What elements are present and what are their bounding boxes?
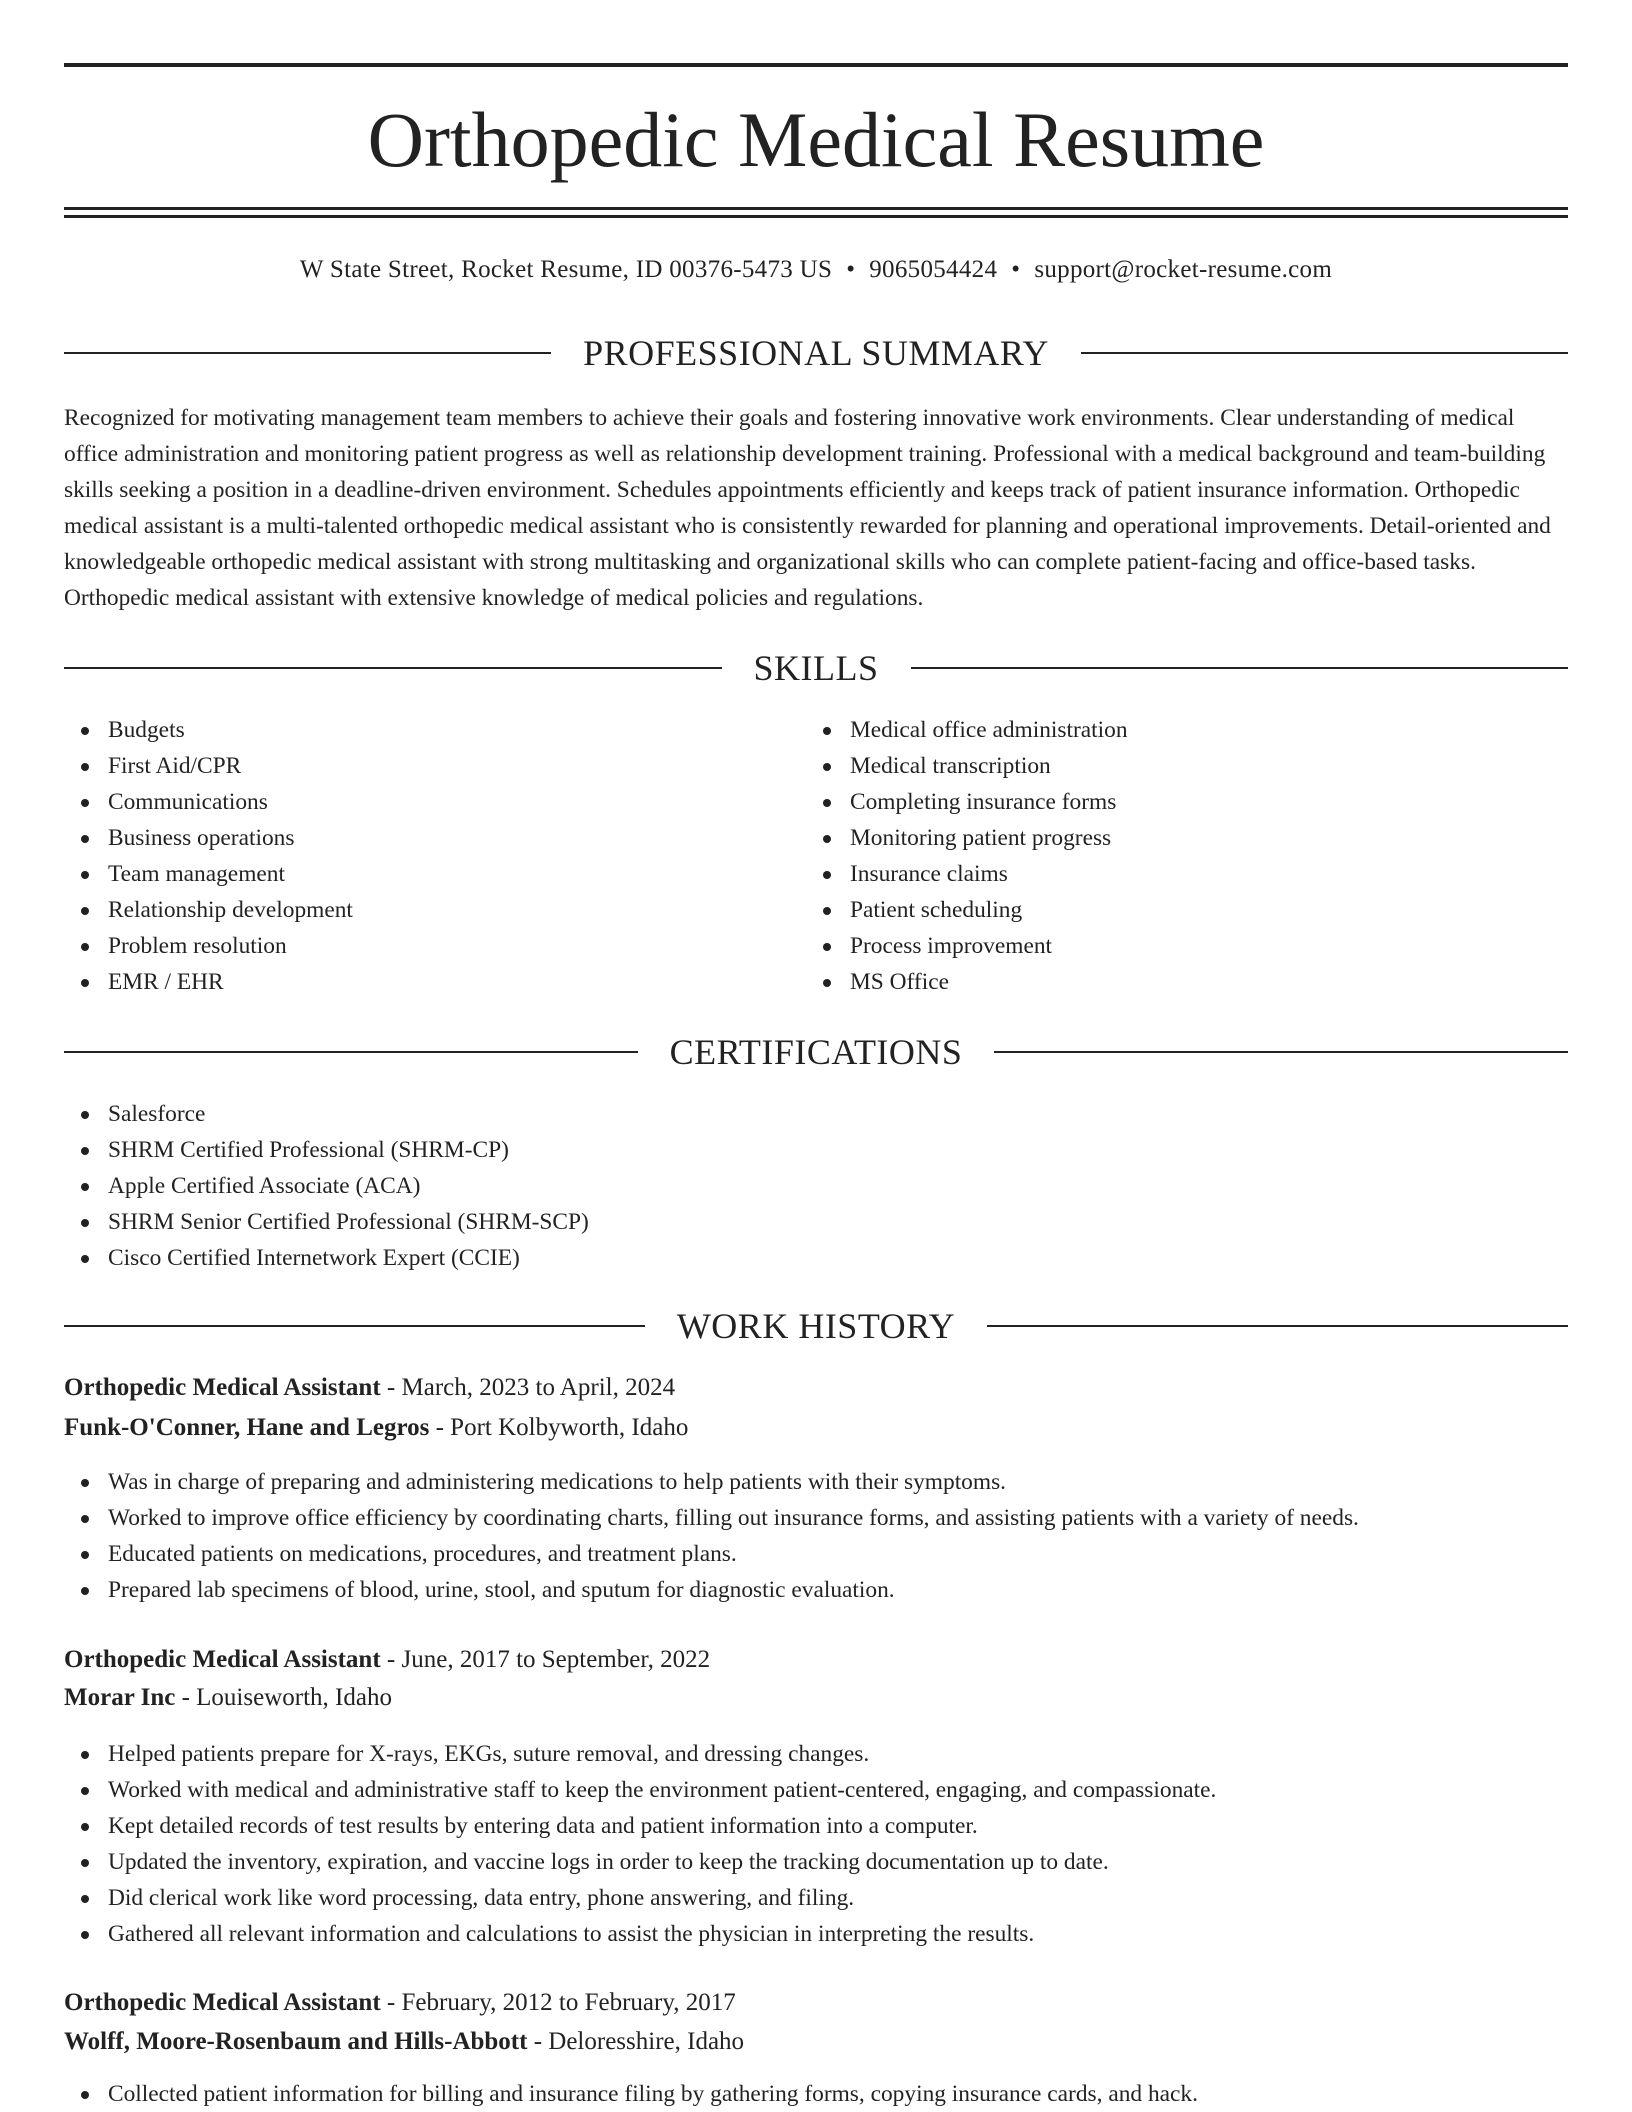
skill-item: Patient scheduling [806,892,1566,928]
section-heading-work-history [64,1304,1568,1348]
job-duty-item: Collected patient information for billing and insurance filing by gathering forms, copying insurance cards, and hack. [64,2076,1568,2112]
job-duty-item: Was in charge of preparing and administering medications to help patients with their symptoms. [64,1464,1568,1500]
skill-item: Communications [64,784,804,820]
certification-item: Cisco Certified Internetwork Expert (CCIE) [64,1240,1568,1276]
section-title: SKILLS [753,648,879,688]
job-company: Morar Inc [64,1684,176,1711]
certifications-list [64,1096,1568,1276]
skill-item: Business operations [64,820,804,856]
skill-item: Completing insurance forms [806,784,1566,820]
section-heading-skills [64,646,1568,690]
contact-email: support@rocket-resume.com [1034,256,1333,283]
job-duty-item: Helped patients prepare for X-rays, EKGs, suture removal, and dressing changes. [64,1736,1568,1772]
contact-separator: • [1011,256,1021,283]
job-duties-list [64,1464,1568,1608]
skill-item: Monitoring patient progress [806,820,1566,856]
section-heading-certifications [64,1030,1568,1074]
job-duty-item: Prepared lab specimens of blood, urine, stool, and sputum for diagnostic evaluation. [64,1572,1568,1608]
job-role-line [64,1370,1568,1406]
skill-item: Insurance claims [806,856,1566,892]
skills-list-left [64,712,804,1000]
resume-title: Orthopedic Medical Resume [367,96,1265,183]
skill-item: Process improvement [806,928,1566,964]
job-duties-list [64,1736,1568,1952]
heading-rule [64,352,551,354]
section-heading-summary [64,331,1568,375]
job-location: - Louiseworth, Idaho [175,1684,392,1711]
job-dates: - February, 2012 to February, 2017 [380,1989,736,2016]
section-title: CERTIFICATIONS [669,1032,963,1072]
job-company-line [64,1680,1568,1716]
job-company: Funk-O'Conner, Hane and Legros [64,1414,430,1441]
heading-rule [64,1051,638,1053]
skill-item: Problem resolution [64,928,804,964]
contact-phone: 9065054424 [869,256,998,283]
job-duty-item: Educated patients on medications, procedures, and treatment plans. [64,1536,1568,1572]
skill-item: Medical transcription [806,748,1566,784]
skill-item: Relationship development [64,892,804,928]
certification-item: Salesforce [64,1096,1568,1132]
heading-rule [911,667,1569,669]
job-duty-item: Updated the inventory, expiration, and vaccine logs in order to keep the tracking documentation up to date. [64,1844,1568,1880]
summary-paragraph: Recognized for motivating management team members to achieve their goals and fostering innovative work environments. Clear understanding of medical office administration and monitoring patient progress as well as relationship development training. Professional with a medical background and team-building skills seeking a position in a deadline-driven environment. Schedules appointments efficiently and keeps track of patient insurance information. Orthopedic medical assistant is a multi-talented orthopedic medical assistant who is consistently rewarded for planning and operational improvements. Detail-oriented and knowledgeable orthopedic medical assistant with strong multitasking and organizational skills who can complete patient-facing and office-based tasks. Orthopedic medical assistant with extensive knowledge of medical policies and regulations. [64,405,1551,611]
certification-item: Apple Certified Associate (ACA) [64,1168,1568,1204]
certification-item: SHRM Certified Professional (SHRM-CP) [64,1132,1568,1168]
job-location: - Deloresshire, Idaho [527,2028,745,2055]
job-role: Orthopedic Medical Assistant [64,1646,381,1673]
job-company-line [64,2024,1568,2060]
title-double-rule-upper [64,207,1568,210]
job-duties-list [64,2076,1568,2112]
skill-item: Medical office administration [806,712,1566,748]
contact-address: W State Street, Rocket Resume, ID 00376-5473 US [299,256,833,283]
job-duty-item: Gathered all relevant information and calculations to assist the physician in interpreting the results. [64,1916,1568,1952]
skill-item: MS Office [806,964,1566,1000]
heading-rule [64,1325,645,1327]
title-double-rule-lower [64,215,1568,218]
skill-item: First Aid/CPR [64,748,804,784]
job-role-line [64,1985,1568,2021]
heading-rule [994,1051,1568,1053]
skills-list-right [806,712,1566,1000]
section-title: PROFESSIONAL SUMMARY [583,333,1049,373]
section-title: WORK HISTORY [676,1306,956,1346]
job-duty-item: Worked to improve office efficiency by coordinating charts, filling out insurance forms, and assisting patients with a variety of needs. [64,1500,1568,1536]
job-location: - Port Kolbyworth, Idaho [429,1414,689,1441]
contact-line [64,254,1568,286]
job-role: Orthopedic Medical Assistant [64,1989,381,2016]
certification-item: SHRM Senior Certified Professional (SHRM-SCP) [64,1204,1568,1240]
heading-rule [1081,352,1568,354]
job-duty-item: Did clerical work like word processing, data entry, phone answering, and filing. [64,1880,1568,1916]
job-role-line [64,1642,1568,1678]
heading-rule [64,667,722,669]
skill-item: EMR / EHR [64,964,804,1000]
job-company: Wolff, Moore-Rosenbaum and Hills-Abbott [64,2028,528,2055]
skill-item: Team management [64,856,804,892]
top-rule [64,63,1568,67]
heading-rule [987,1325,1568,1327]
job-company-line [64,1410,1568,1446]
contact-separator: • [846,256,856,283]
job-dates: - June, 2017 to September, 2022 [380,1646,711,1673]
job-duty-item: Worked with medical and administrative staff to keep the environment patient-centered, engaging, and compassionate. [64,1772,1568,1808]
job-duty-item: Kept detailed records of test results by entering data and patient information into a computer. [64,1808,1568,1844]
job-role: Orthopedic Medical Assistant [64,1374,381,1401]
job-dates: - March, 2023 to April, 2024 [380,1374,676,1401]
skill-item: Budgets [64,712,804,748]
